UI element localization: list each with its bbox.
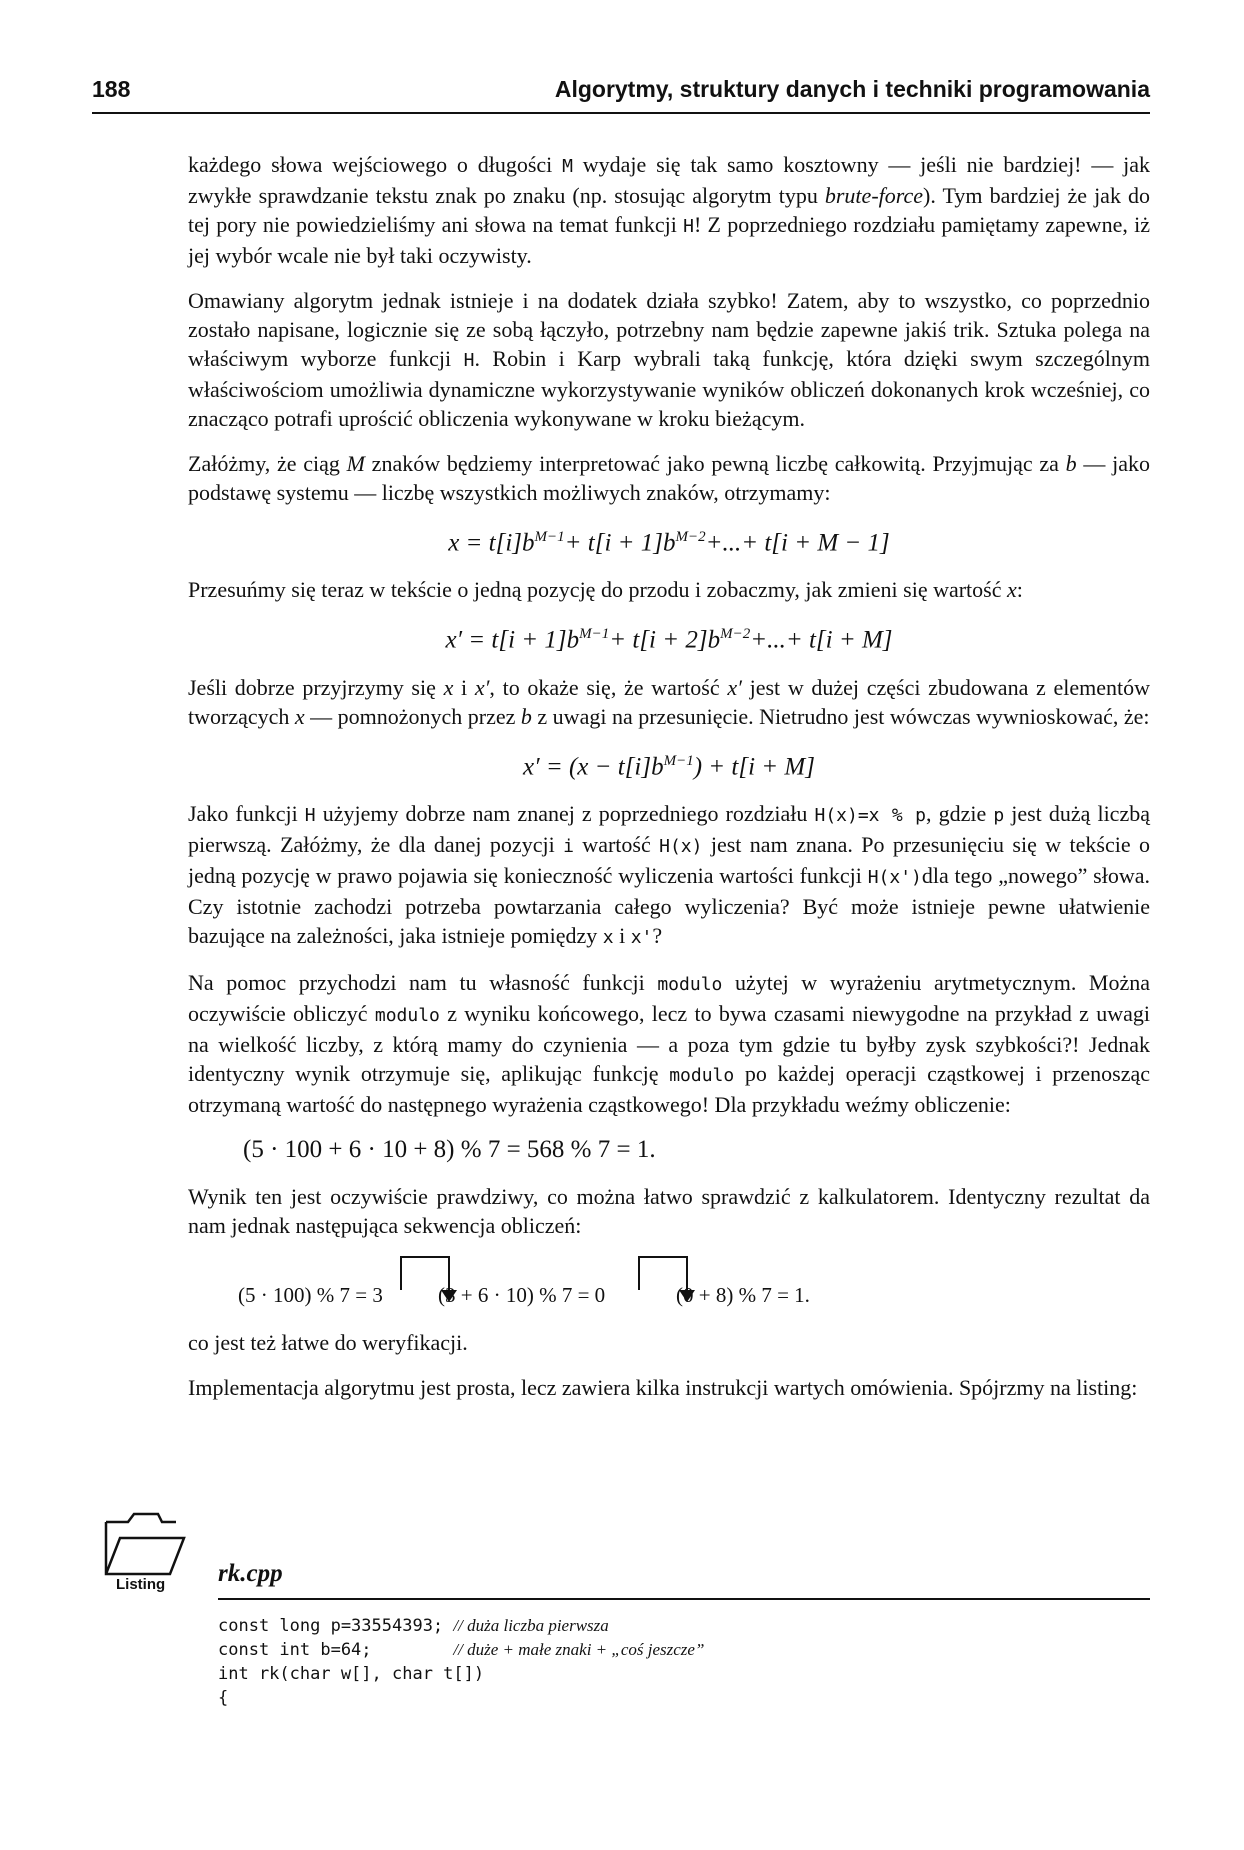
math-var: M <box>346 451 365 476</box>
eq-part: x = t[i]b <box>448 529 535 557</box>
math-var: x <box>443 674 454 700</box>
eq-part: + t[i + 2]b <box>609 626 721 654</box>
inline-code: x <box>602 926 614 948</box>
paragraph-10: Implementacja algorytmu jest prosta, lecz zawiera kilka instrukcji wartych omówienia. Spójrzmy na listing: <box>188 1374 1138 1400</box>
eq-superscript: M−1 <box>579 626 610 643</box>
inline-code: H(x) <box>659 835 703 857</box>
eq-part: ) + t[i + M] <box>693 752 815 780</box>
inline-code: x' <box>630 926 653 948</box>
text-span: Omawiany algorytm jednak istnieje i na dodatek działa szybko! Zatem, aby to wszystko, co poprzednio zostało napisane, logicznie się ze sobą łączyło, potrzebny nam będzie zapewne jakiś trik. Sztuka polega na właściwym wyborze funkcji <box>188 288 1150 371</box>
text-span: wartość <box>573 831 660 857</box>
eq-part: +...+ t[i + M − 1] <box>705 529 890 557</box>
code-line <box>218 1614 704 1638</box>
modulo-chain-diagram <box>238 1256 1150 1316</box>
text-span: Jako funkcji <box>188 800 305 826</box>
text-span: i <box>613 922 631 948</box>
text-span: dla tego „nowego” słowa. Czy istotnie zachodzi potrzeba powtarzania całego wyliczenia? Być może istnieje pewne ułatwienie bazujące na zależności, jaka istnieje pomiędzy <box>188 862 1151 948</box>
text-span: , to okaże się, że wartość <box>489 674 728 700</box>
inline-code: H(x') <box>867 866 922 888</box>
code-listing <box>218 1614 704 1710</box>
text-span: jest dużą liczbą pierwszą. Załóżmy, że dla danej pozycji <box>188 800 1150 857</box>
code-text: const int b=64; <box>218 1640 454 1660</box>
paragraph-9: co jest też łatwe do weryfikacji. <box>188 1329 468 1355</box>
inline-code: H <box>683 216 694 237</box>
eq-part: + t[i + 1]b <box>564 529 676 557</box>
inline-code: H(x)=x % p <box>814 804 927 826</box>
inline-code: modulo <box>657 973 723 995</box>
equation-3 <box>188 747 1150 781</box>
text-span: — jako podstawę systemu — liczbę wszystkich możliwych znaków, otrzymamy: <box>188 451 1150 505</box>
inline-code: H <box>463 350 475 371</box>
running-title: Algorytmy, struktury danych i techniki programowania <box>554 76 1150 102</box>
math-var: x <box>1007 577 1017 603</box>
code-line <box>218 1638 704 1662</box>
text-span: : <box>1016 577 1023 603</box>
text-span: , gdzie <box>926 800 994 826</box>
code-comment: // duże + małe znaki + „coś jeszcze” <box>453 1640 705 1659</box>
text-span: Załóżmy, że ciąg <box>188 451 347 476</box>
text-span: Jeśli dobrze przyjrzymy się <box>188 674 444 700</box>
code-line <box>218 1686 704 1710</box>
text-span: użytej w wyrażeniu arytmetycznym. Można oczywiście obliczyć <box>188 969 1151 1026</box>
eq-part: x′ = (x − t[i]b <box>523 752 664 780</box>
code-line <box>218 1662 704 1686</box>
eq-superscript: M−2 <box>720 626 751 643</box>
text-span: Na pomoc przychodzi nam tu własność funkcji <box>188 969 658 995</box>
text-span: wydaje się tak samo kosztowny — jeśli nie bardziej! — jak zwykłe sprawdzanie tekstu znak po znaku (np. stosując algorytm typu <box>188 152 1151 208</box>
eq-superscript: M−2 <box>675 529 706 545</box>
paragraph-1 <box>188 150 1150 270</box>
listing-rule <box>218 1598 1150 1600</box>
math-var: b <box>520 703 532 729</box>
eq-superscript: M−1 <box>663 752 694 769</box>
code-text: int rk(char w[], char t[]) <box>218 1664 485 1684</box>
inline-code: i <box>563 835 574 857</box>
paragraph-8: Wynik ten jest oczywiście prawdziwy, co można łatwo sprawdzić z kalkulatorem. Identyczny rezultat da nam jednak następująca sekwencja obliczeń: <box>188 1183 1150 1238</box>
chain-step-3: (0 + 8) % 7 = 1. <box>676 1282 810 1307</box>
text-span: . Robin i Karp wybrali taką funkcję, która dzięki swym szczególnym właściwościom umożliwia dynamiczne wykorzystywanie wyników obliczeń dokonanych krok wcześniej, co znacząco potrafi uprościć obliczenia wykonywane w kroku bieżącym. <box>188 346 1150 431</box>
math-var: x′ <box>727 674 742 700</box>
text-span: ? <box>652 922 663 948</box>
text-span: każdego słowa wejściowego o długości <box>188 152 563 177</box>
inline-code: modulo <box>669 1064 735 1086</box>
inline-code: modulo <box>374 1004 440 1026</box>
equation-4: (5 · 100 + 6 · 10 + 8) % 7 = 568 % 7 = 1. <box>243 1135 656 1163</box>
chain-step-2: (3 + 6 · 10) % 7 = 0 <box>438 1282 606 1307</box>
text-span: jest w dużej części zbudowana z elementów tworzących <box>188 674 1150 729</box>
inline-code: H <box>304 804 316 826</box>
inline-code: p <box>993 804 1005 826</box>
paragraph-7 <box>188 968 1150 1119</box>
eq-superscript: M−1 <box>534 529 565 545</box>
inline-code: M <box>562 156 573 177</box>
equation-2 <box>188 620 1150 654</box>
text-span: — pomnożonych przez <box>304 703 521 729</box>
listing-filename: rk.cpp <box>218 1560 283 1587</box>
math-var: b <box>1065 451 1077 476</box>
chain-step-1: (5 · 100) % 7 = 3 <box>238 1282 383 1307</box>
text-span: z wyniku końcowego, lecz to bywa czasami niewygodne na przykład z uwagi na wielkość liczby, z którą mamy do czynienia — a poza tym gdzie tu byłby zysk szybkości?! Jednak identyczny wynik otrzymuje się, aplikując funkcję <box>188 1000 1150 1086</box>
text-span: znaków będziemy interpretować jako pewną liczbę całkowitą. Przyjmując za <box>364 451 1066 476</box>
text-span: użyjemy dobrze nam znanej z poprzedniego rozdziału <box>315 800 815 826</box>
code-text: { <box>218 1688 229 1708</box>
paragraph-5 <box>188 673 1150 731</box>
text-span: Przesuńmy się teraz w tekście o jedną pozycję do przodu i zobaczmy, jak zmieni się wartość <box>188 577 1007 603</box>
paragraph-3 <box>188 449 1150 507</box>
text-span: z uwagi na przesunięcie. Nietrudno jest wówczas wywnioskować, że: <box>531 703 1150 729</box>
code-text: const long p=33554393; <box>218 1616 454 1636</box>
running-header <box>92 72 1150 114</box>
paragraph-4 <box>188 575 1150 604</box>
text-span: i <box>453 674 475 700</box>
listing-label: Listing <box>116 1576 166 1593</box>
page-number: 188 <box>92 76 131 102</box>
text-span: ! Z poprzedniego rozdziału pamiętamy zapewne, iż jej wybór wcale nie był taki oczywisty. <box>188 212 1150 268</box>
body-text <box>188 150 1150 1418</box>
paragraph-6 <box>188 799 1150 952</box>
math-var: x′ <box>474 674 490 700</box>
eq-part: x′ = t[i + 1]b <box>445 626 580 654</box>
emphasis: brute-force <box>824 183 924 208</box>
eq-part: +...+ t[i + M] <box>750 626 893 654</box>
folder-icon <box>100 1510 190 1580</box>
equation-1 <box>188 523 1150 557</box>
paragraph-2 <box>188 286 1150 433</box>
text-span: ). Tym bardziej że jak do tej pory nie powiedzieliśmy ani słowa na temat funkcji <box>188 183 1150 237</box>
math-var: x <box>294 703 305 729</box>
text-span: jest nam znana. Po przesunięciu się w tekście o jedną pozycję w prawo pojawia się konieczność wyliczenia wartości funkcji <box>188 831 1151 888</box>
text-span: po każdej operacji cząstkowej i przenosząc otrzymaną wartość do następnego wyrażenia cząstkowego! Dla przykładu weźmy obliczenie: <box>188 1060 1150 1117</box>
code-comment: // duża liczba pierwsza <box>453 1616 609 1635</box>
